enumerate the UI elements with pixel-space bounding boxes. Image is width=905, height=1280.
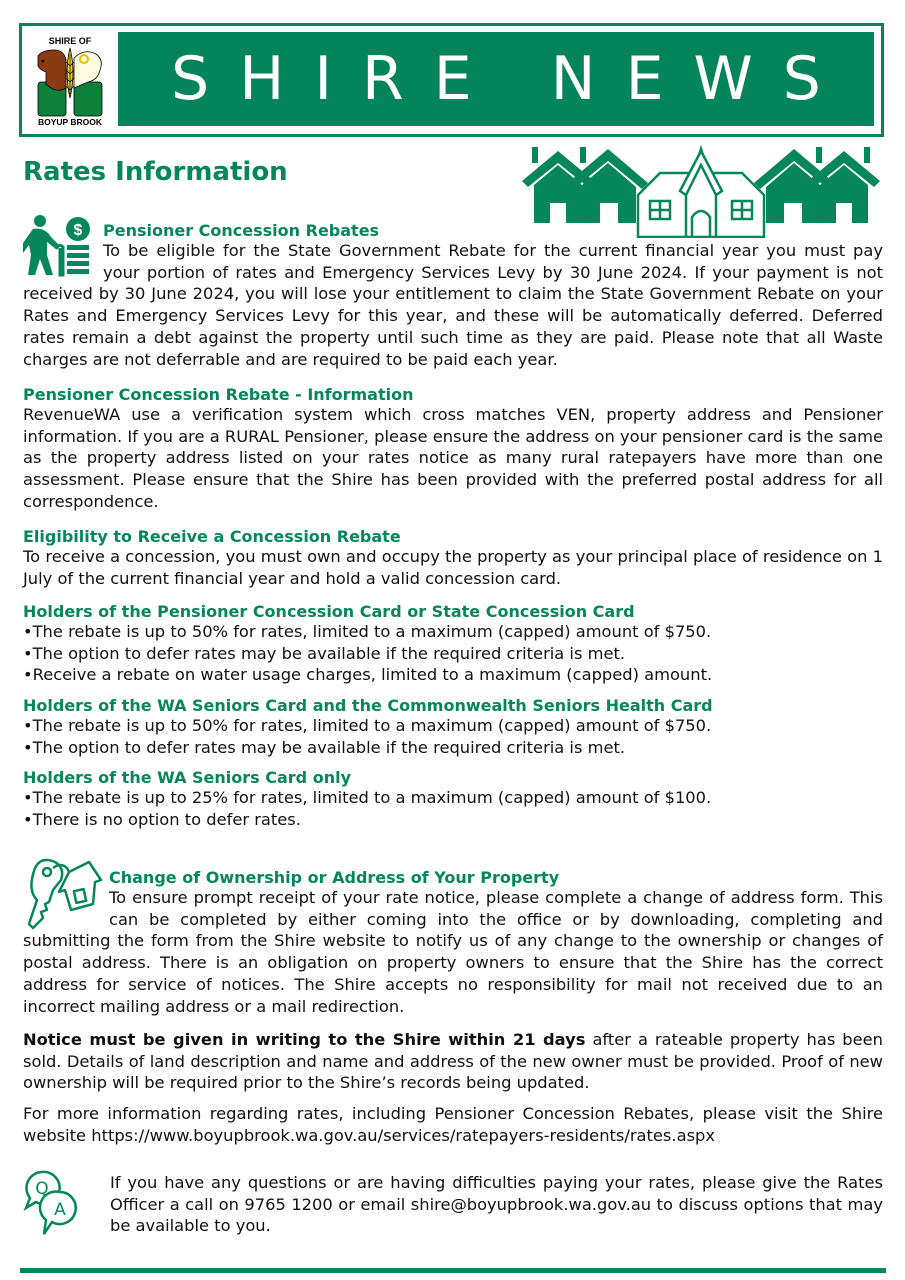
svg-text:$: $	[73, 222, 83, 239]
eligibility-body: To receive a concession, you must own and occupy the property as your principal place of residence on 1 July of the current financial year and hold a valid concession card.	[23, 547, 883, 588]
section-title: Rates Information	[23, 157, 288, 187]
logo-bottom-text: BOYUP BROOK	[37, 117, 103, 127]
logo-top-text: SHIRE OF	[48, 36, 92, 46]
newsletter-title: SHIRE NEWS	[171, 44, 851, 114]
shire-crest-icon	[28, 32, 112, 128]
bottom-divider	[20, 1268, 886, 1273]
svg-text:Q: Q	[35, 1179, 49, 1199]
eligibility-heading: Eligibility to Receive a Concession Rebate	[23, 527, 401, 546]
eligibility-section	[23, 527, 883, 589]
pensioner-rebates-heading: Pensioner Concession Rebates	[103, 221, 380, 240]
notice-bold-text: Notice must be given in writing to the Shire within 21 days	[23, 1030, 586, 1049]
pensioner-concession-card-section	[23, 602, 883, 686]
notice-paragraph	[23, 1029, 883, 1094]
contact-paragraph	[110, 1172, 883, 1237]
question-answer-bubbles-icon	[22, 1168, 82, 1240]
bullet-item: • The option to defer rates may be available if the required criteria is met.	[23, 643, 883, 665]
contact-text: If you have any questions or are having difficulties paying your rates, please give the Rates Officer a call on 9765 1200 or email shire@boyupbrook.wa.gov.au to discuss options that may be available to you.	[110, 1173, 883, 1236]
pensioner-rebates-section	[23, 221, 883, 370]
notice-text: after a rateable property has been sold. Details of land description and name and address of the new owner must be provided. Proof of new ownership will be required prior to the Shire’s records being updated.	[23, 1030, 883, 1093]
change-of-ownership-section	[23, 868, 883, 1017]
svg-text:A: A	[54, 1200, 66, 1220]
more-info-paragraph	[23, 1103, 883, 1146]
rebate-information-heading: Pensioner Concession Rebate - Information	[23, 385, 414, 404]
title-banner	[118, 32, 874, 126]
bullet-item: • There is no option to defer rates.	[23, 809, 883, 831]
card-group-heading: Holders of the Pensioner Concession Card or State Concession Card	[23, 602, 635, 621]
change-of-ownership-heading: Change of Ownership or Address of Your Property	[109, 868, 560, 887]
masthead	[19, 23, 884, 137]
pensioner-rebates-body: To be eligible for the State Government Rebate for the current financial year you must pay your portion of rates and Emergency Services Levy by 30 June 2024. If your payment is not received by 30 June 2024, you will lose your entitlement to claim the State Government Rebate on your Rates and Emergency Services Levy for this year, and these will be automatically deferred. Deferred rates remain a debt against the property until such time as they are paid. Please note that all Waste charges are not deferrable and are required to be paid each year.	[23, 241, 883, 369]
bullet-item: • Receive a rebate on water usage charges, limited to a maximum (capped) amount.	[23, 664, 883, 686]
rebate-information-section	[23, 385, 883, 513]
seniors-card-only-section	[23, 768, 883, 830]
seniors-health-card-section	[23, 696, 883, 758]
change-of-ownership-body: To ensure prompt receipt of your rate notice, please complete a change of address form. This can be completed by either coming into the office or by downloading, completing and submitting the form from the Shire website to notify us of any change to the ownership or changes of postal address. There is an obligation on property owners to ensure that the Shire has the correct address for service of notices. The Shire accepts no responsibility for mail not received due to an incorrect mailing address or a mail redirection.	[23, 888, 883, 1016]
card-group-heading: Holders of the WA Seniors Card only	[23, 768, 351, 787]
elderly-person-coins-icon	[23, 215, 98, 275]
bullet-item: • The rebate is up to 25% for rates, limited to a maximum (capped) amount of $100.	[23, 787, 883, 809]
key-house-icon	[23, 858, 105, 928]
more-info-text: For more information regarding rates, including Pensioner Concession Rebates, please visit the Shire website	[23, 1104, 883, 1145]
rates-website-link[interactable]: https://www.boyupbrook.wa.gov.au/services/ratepayers-residents/rates.aspx	[91, 1125, 716, 1145]
bullet-item: • The option to defer rates may be available if the required criteria is met.	[23, 737, 883, 759]
rebate-information-body: RevenueWA use a verification system which cross matches VEN, property address and Pensioner information. If you are a RURAL Pensioner, please ensure the address on your pensioner card is the same as the property address listed on your rates notice as many rural ratepayers have more than one assessment. Please ensure that the Shire has been provided with the preferred postal address for all correspondence.	[23, 405, 883, 511]
bullet-item: • The rebate is up to 50% for rates, limited to a maximum (capped) amount of $750.	[23, 621, 883, 643]
card-group-heading: Holders of the WA Seniors Card and the Commonwealth Seniors Health Card	[23, 696, 713, 715]
bullet-item: • The rebate is up to 50% for rates, limited to a maximum (capped) amount of $750.	[23, 715, 883, 737]
